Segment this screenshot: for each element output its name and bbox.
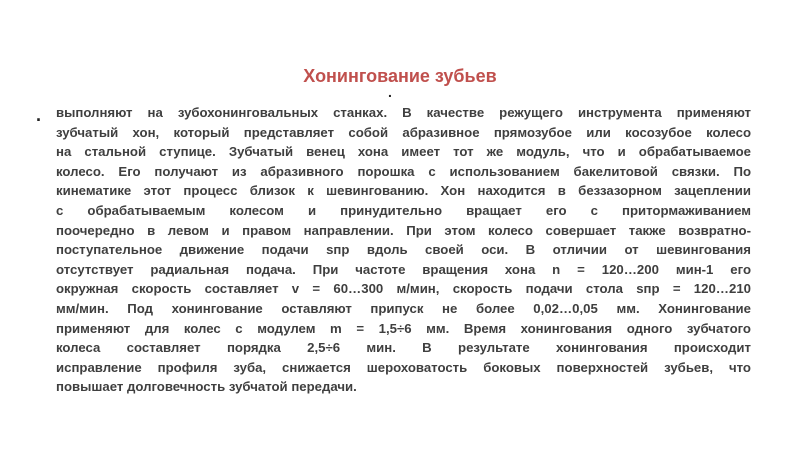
title-marker: . xyxy=(388,84,392,100)
paragraph-line: зубчатый хон, который представляет собой абразивное прямозубое или косозубое колесо xyxy=(56,124,751,140)
paragraph-line: отсутствует радиальная подача. При частоте вращения хона n = 120…200 мин-1 его xyxy=(56,261,751,277)
paragraph-line: окружная скорость составляет v = 60…300 м/мин, скорость подачи стола sпр = 120…210 xyxy=(56,281,751,297)
paragraph-line: поочередно в левом и правом направлении. При этом колесо совершает также возвратно- xyxy=(56,222,751,238)
paragraph-line: применяют для колес с модулем m = 1,5÷6 мм. Время хонингования одного зубчатого xyxy=(56,320,751,336)
paragraph-line: поступательное движение подачи sпр вдоль своей оси. В отличии от шевингования xyxy=(56,242,751,258)
paragraph-line: кинематике этот процесс близок к шевингованию. Хон находится в беззазорном зацеплении xyxy=(56,183,751,199)
bullet-marker: . xyxy=(36,105,42,125)
paragraph-line: колеса составляет порядка 2,5÷6 мин. В результате хонингования происходит xyxy=(56,340,751,356)
slide-title: Хонингование зубьев xyxy=(303,66,497,86)
body-paragraph xyxy=(56,103,751,397)
paragraph-line: с обрабатываемым колесом и принудительно вращает его с притормаживанием xyxy=(56,202,751,218)
paragraph-line: выполняют на зубохонинговальных станках. В качестве режущего инструмента применяют xyxy=(56,105,751,120)
paragraph-line: мм/мин. Под хонингование оставляют припуск не более 0,02…0,05 мм. Хонингование xyxy=(56,300,751,316)
paragraph-line: исправление профиля зуба, снижается шероховатость боковых поверхностей зубьев, что xyxy=(56,359,751,375)
paragraph-line: на стальной ступице. Зубчатый венец хона имеет тот же модуль, что и обрабатываемое xyxy=(56,144,751,160)
paragraph-line: колесо. Его получают из абразивного порошка с использованием бакелитовой связки. По xyxy=(56,163,751,179)
paragraph-line: повышает долговечность зубчатой передачи. xyxy=(56,379,357,395)
